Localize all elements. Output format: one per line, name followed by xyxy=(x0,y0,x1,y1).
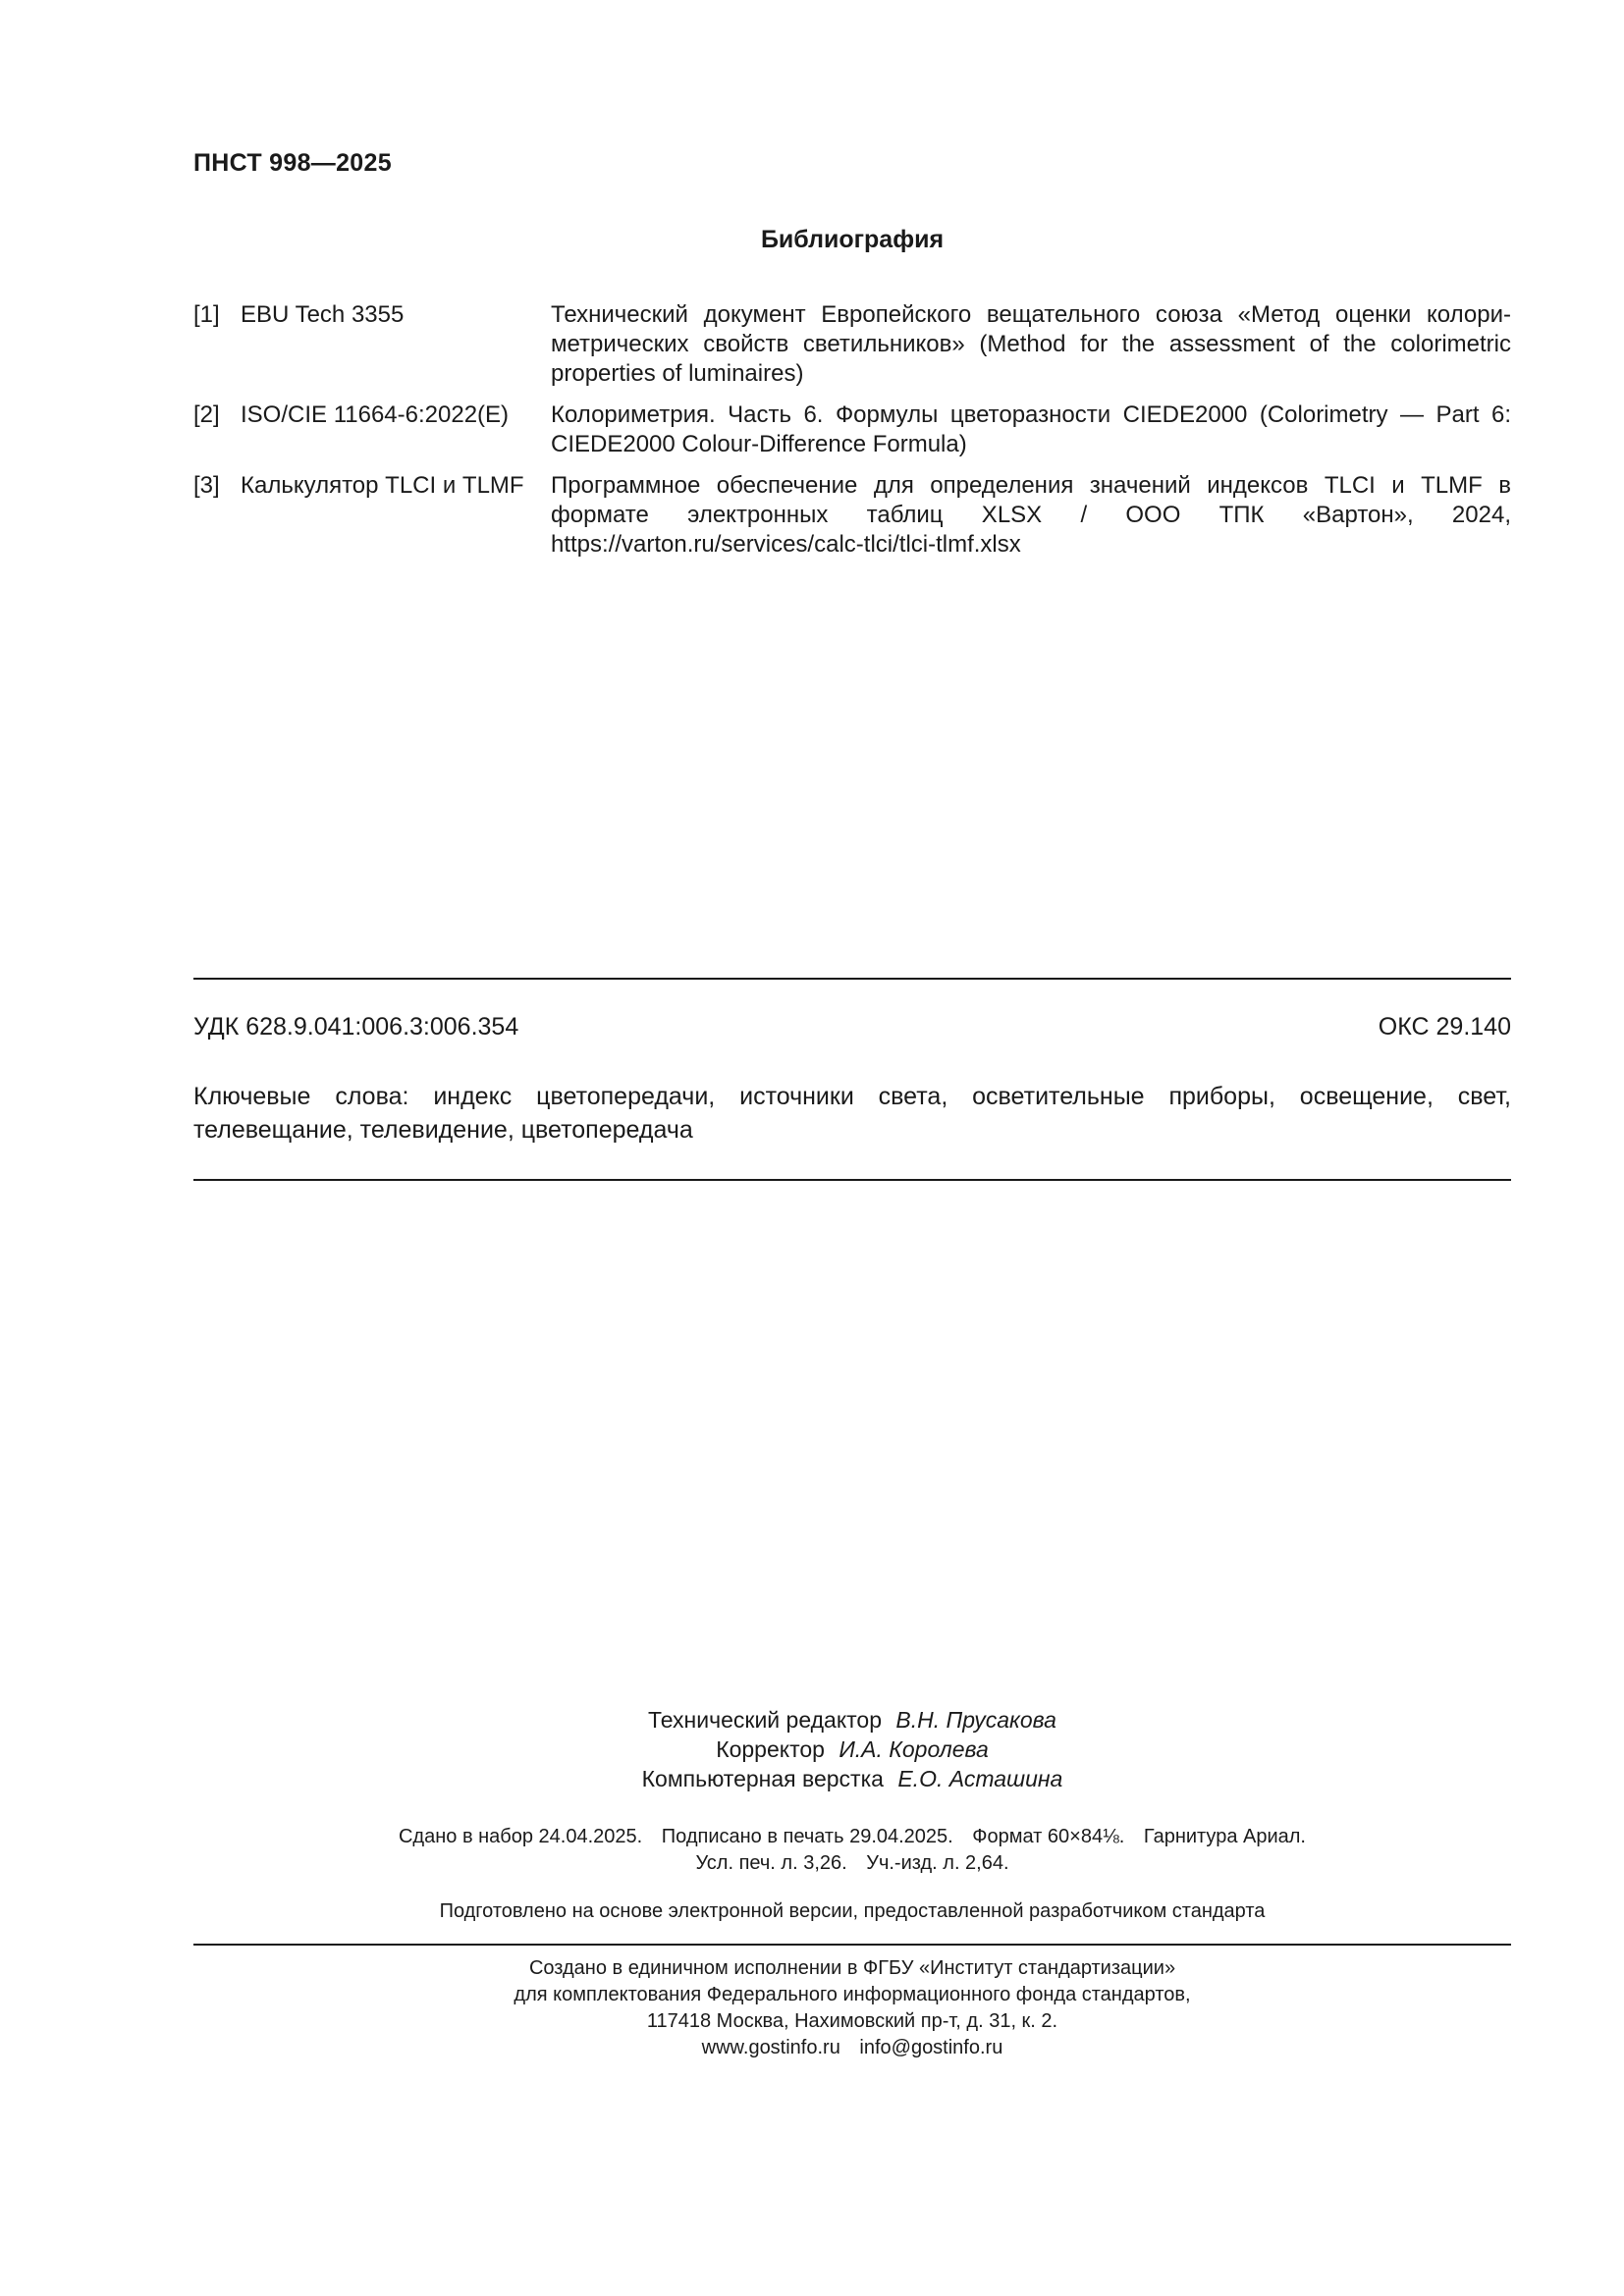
email-link[interactable]: info@gostinfo.ru xyxy=(859,2037,1003,2058)
entry-description: Колориметрия. Часть 6. Формулы цветоразности CIEDE2000 (Colorimetry — Part 6: CIEDE2000 Colour-Difference Formula) xyxy=(551,401,1511,457)
staff-line xyxy=(193,1705,1511,1735)
staff-role: Технический редактор xyxy=(648,1707,883,1733)
entry-reference: EBU Tech 3355 xyxy=(241,301,405,328)
udk-code: УДК 628.9.041:006.3:006.354 xyxy=(193,1013,519,1041)
staff-name: И.А. Королева xyxy=(839,1736,989,1762)
bibliography-entry xyxy=(193,471,1511,560)
website-link[interactable]: www.gostinfo.ru xyxy=(701,2037,840,2058)
publisher-contacts xyxy=(193,2035,1511,2061)
entry-number: [3] xyxy=(193,472,220,499)
entry-reference: ISO/CIE 11664-6:2022(E) xyxy=(241,401,510,428)
divider-line xyxy=(193,1944,1511,1946)
publishing-sheets: Уч.-изд. л. 2,64. xyxy=(866,1852,1009,1874)
signed-date: Подписано в печать 29.04.2025. xyxy=(661,1826,953,1847)
print-sheets: Усл. печ. л. 3,26. xyxy=(695,1852,847,1874)
bibliography-list xyxy=(193,300,1511,571)
staff-name: В.Н. Прусакова xyxy=(895,1707,1056,1733)
staff-credits xyxy=(193,1705,1511,1793)
imprint-line-1 xyxy=(193,1824,1511,1850)
staff-name: Е.О. Асташина xyxy=(897,1766,1063,1791)
imprint-line-2 xyxy=(193,1850,1511,1877)
keywords: Ключевые слова: индекс цветопередачи, источники света, осветительные приборы, освещение, свет, телевещание, телевидение, цветопередача xyxy=(193,1083,1511,1144)
entry-description: Технический документ Европейского вещательного союза «Метод оценки колориметрических свойств светильников» (Method for the assessment of the colorimetric properties of luminaires) xyxy=(551,301,1511,387)
entry-number: [1] xyxy=(193,301,220,328)
publisher-line: Создано в единичном исполнении в ФГБУ «Институт стандартизации» xyxy=(528,1957,1176,1979)
oks-code: ОКС 29.140 xyxy=(1378,1013,1511,1041)
divider-line xyxy=(193,978,1511,980)
prepared-note: Подготовлено на основе электронной версии, предоставленной разработчиком стандарта xyxy=(439,1900,1266,1922)
bibliography-entry xyxy=(193,400,1511,459)
staff-line xyxy=(193,1764,1511,1793)
entry-number: [2] xyxy=(193,401,220,428)
typeface: Гарнитура Ариал. xyxy=(1143,1826,1306,1847)
classification-row xyxy=(193,1013,1511,1041)
publisher-address: 117418 Москва, Нахимовский пр-т, д. 31, к. 2. xyxy=(646,2010,1058,2032)
bibliography-title: Библиография xyxy=(760,226,945,253)
publisher-line: для комплектования Федерального информационного фонда стандартов, xyxy=(514,1984,1191,2005)
staff-role: Корректор xyxy=(716,1736,825,1762)
publisher-info xyxy=(193,1955,1511,2061)
entry-description: Программное обеспечение для определения значений индексов TLCI и TLMF в формате электронных таблиц XLSX / ООО ТПК «Вартон», 2024, https://varton.ru/services/calc-tlci/tlci-tlmf.xlsx xyxy=(551,472,1511,558)
divider-line xyxy=(193,1179,1511,1181)
staff-role: Компьютерная верстка xyxy=(641,1766,884,1791)
document-code: ПНСТ 998—2025 xyxy=(193,149,392,177)
imprint-info xyxy=(193,1824,1511,1877)
bibliography-entry xyxy=(193,300,1511,389)
submitted-date: Сдано в набор 24.04.2025. xyxy=(398,1826,643,1847)
paper-format: Формат 60×84⅛. xyxy=(972,1826,1125,1847)
entry-reference: Калькулятор TLCI и TLMF xyxy=(241,472,524,499)
staff-line xyxy=(193,1735,1511,1764)
